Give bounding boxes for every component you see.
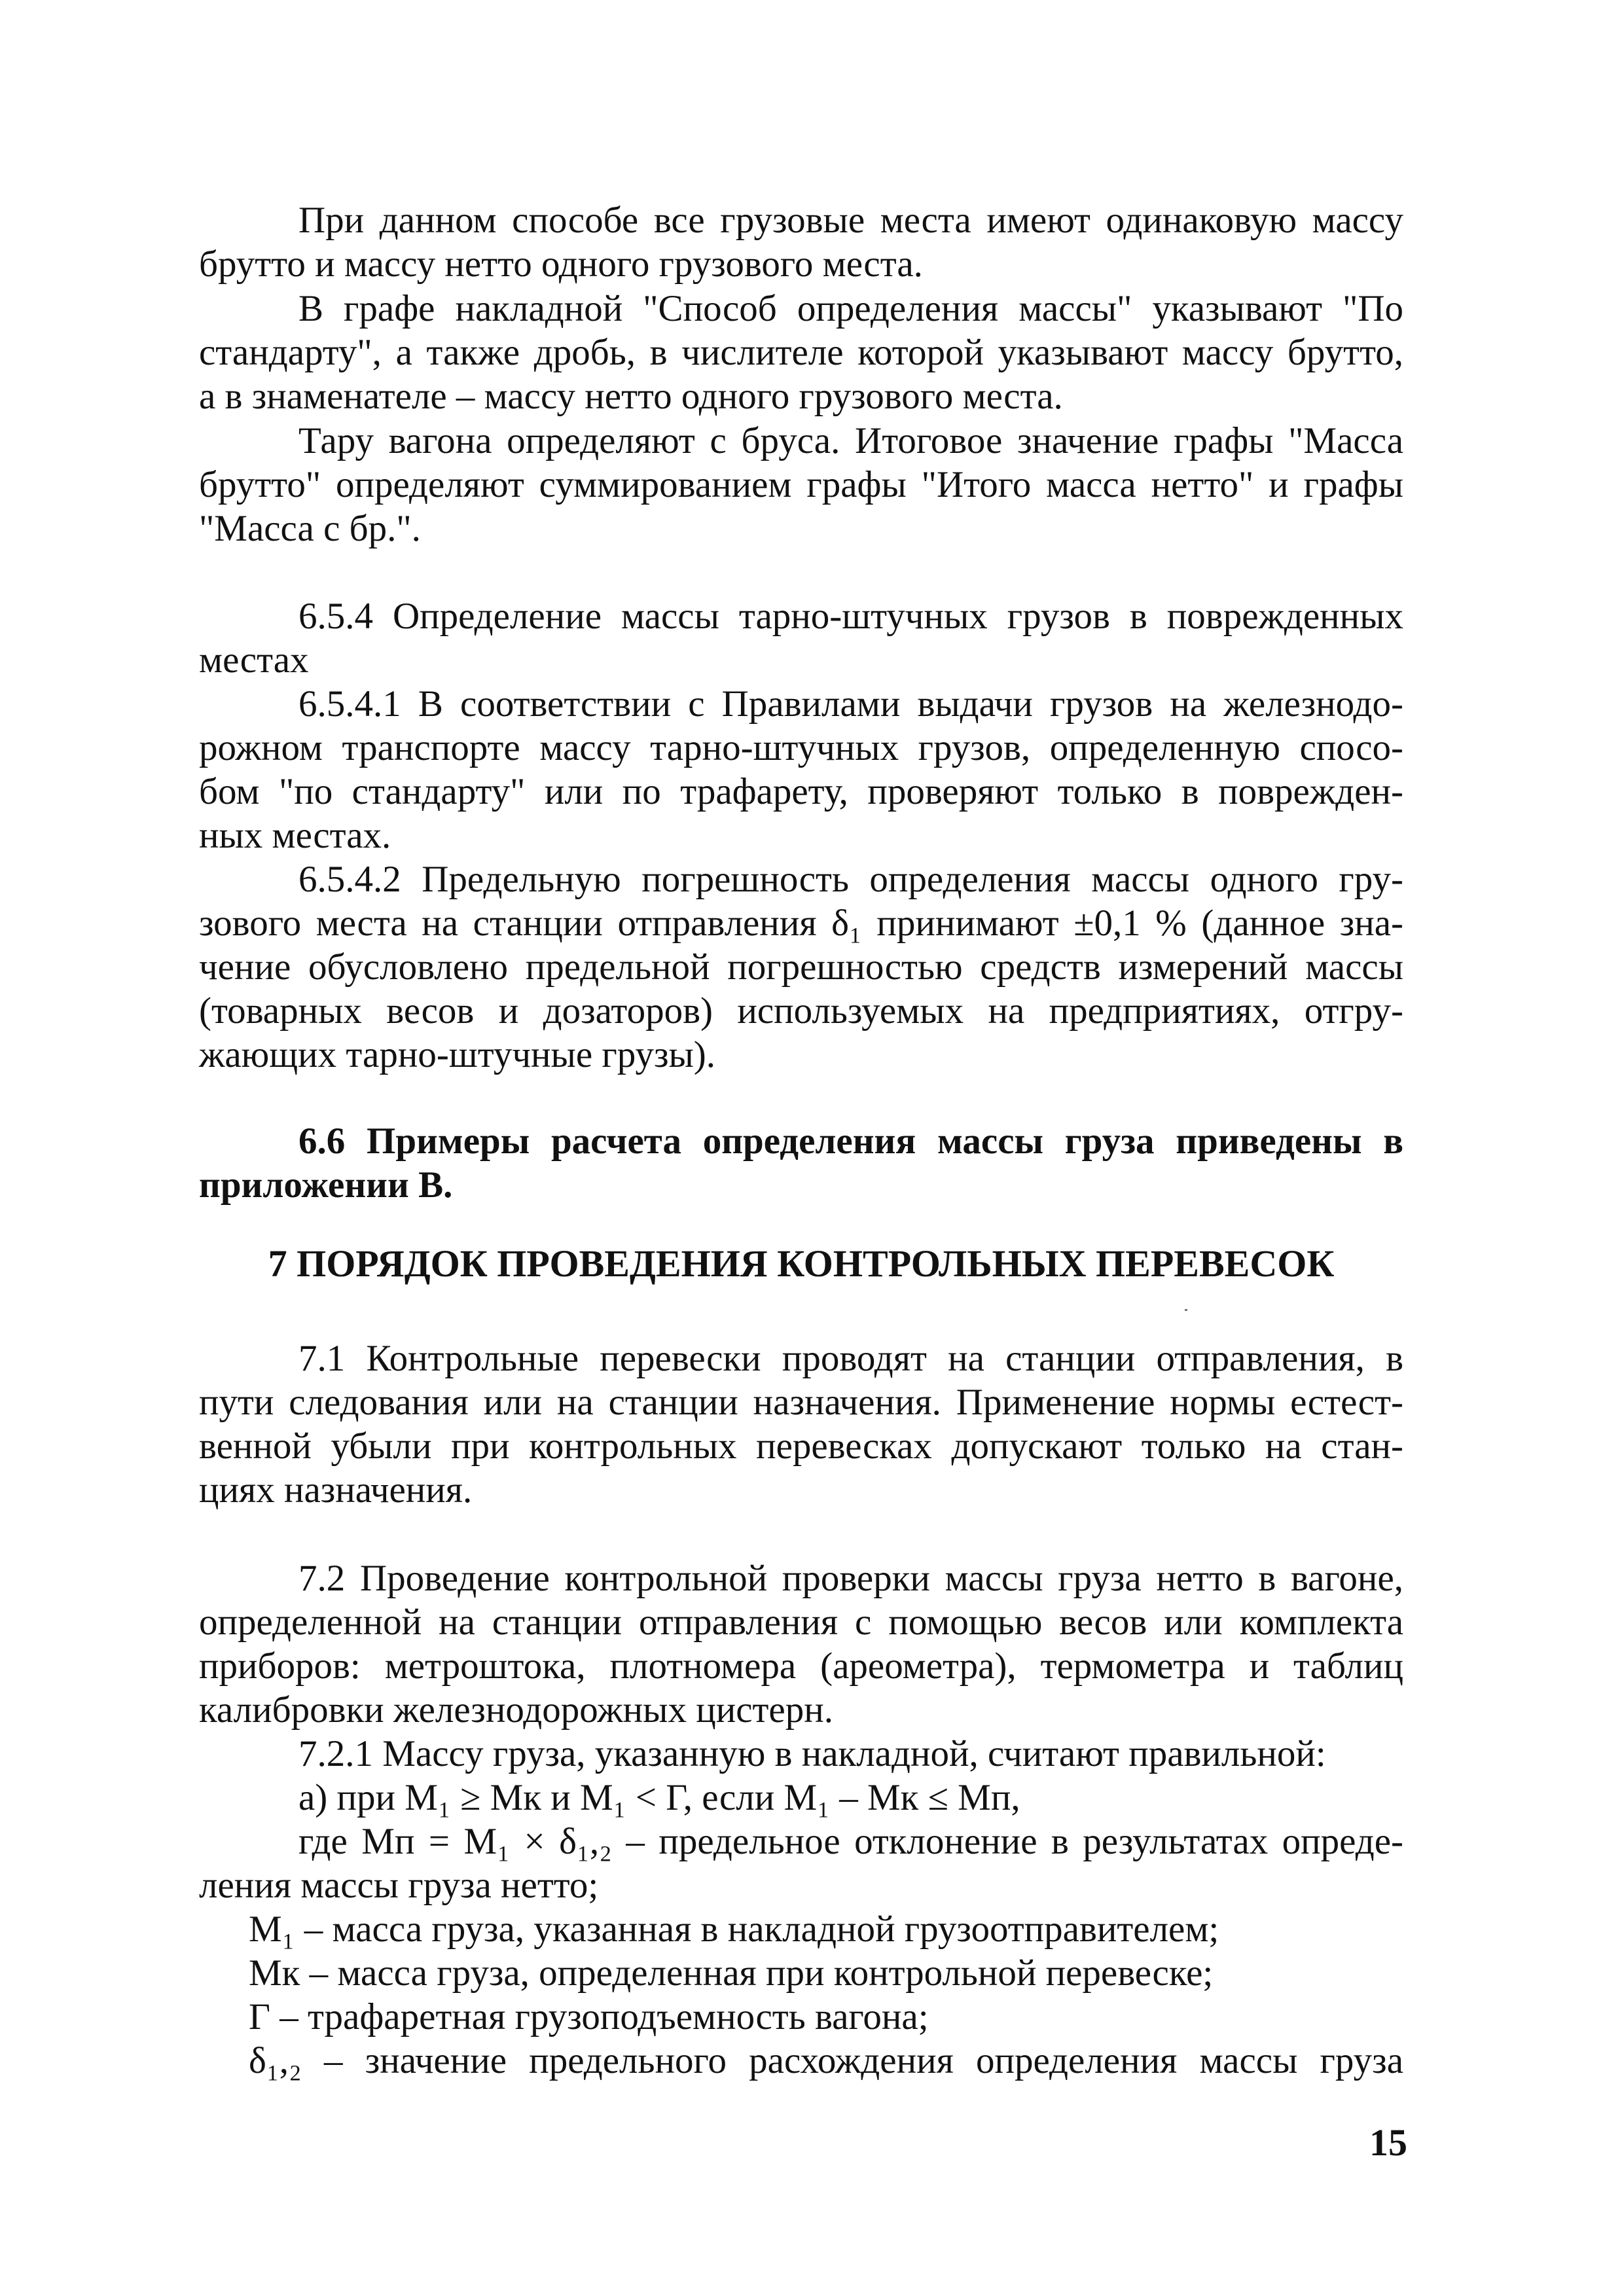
formula-line: а) при M₁ ≥ Mк и M₁ < Г, если M₁ – Mк ≤ Mп, [298, 1777, 1020, 1818]
paragraph-line: а в знаменателе – массу нетто одного грузового места. [199, 376, 1063, 417]
paragraph-line: "Масса с бр.". [199, 508, 421, 549]
paragraph-line: брутто и массу нетто одного грузового места. [199, 243, 923, 285]
clause-7-2-line: 7.2 Проведение контрольной проверки массы груза нетто в вагоне, [298, 1558, 1403, 1599]
clause-7-1-line: 7.1 Контрольные перевески проводят на станции отправления, в [298, 1338, 1403, 1379]
definition-line: δ₁,₂ – значение предельного расхождения определения массы груза [249, 2040, 1403, 2081]
page-number: 15 [1369, 2121, 1407, 2164]
formula-line: где Mп = M₁ × δ₁,₂ – предельное отклонение в результатах опреде- [298, 1821, 1403, 1862]
paragraph-line: В графе накладной "Способ определения массы" указывают "По [298, 288, 1403, 329]
section-7-heading: 7 ПОРЯДОК ПРОВЕДЕНИЯ КОНТРОЛЬНЫХ ПЕРЕВЕСОК [268, 1242, 1335, 1285]
clause-6-5-4-line: местах [199, 639, 309, 681]
definition-line: Mк – масса груза, определенная при контрольной перевеске; [249, 1952, 1214, 1994]
clause-6-5-4-1-line: 6.5.4.1 В соответствии с Правилами выдачи грузов на железнодо- [298, 683, 1403, 725]
clause-7-2-line: приборов: метроштока, плотномера (ареометра), термометра и таблиц [199, 1645, 1403, 1687]
paragraph-line: Тару вагона определяют с бруса. Итоговое значение графы "Масса [298, 420, 1403, 461]
clause-7-1-line: пути следования или на станции назначения. Применение нормы естест- [199, 1382, 1403, 1423]
formula-line: ления массы груза нетто; [199, 1865, 599, 1906]
clause-6-5-4-1-line: ных местах. [199, 815, 391, 856]
clause-6-5-4-2-line: чение обусловлено предельной погрешностью средств измерений массы [199, 946, 1403, 988]
clause-6-5-4-2-line: (товарных весов и дозаторов) используемых на предприятиях, отгру- [199, 990, 1403, 1031]
clause-6-5-4-1-line: рожном транспорте массу тарно-штучных грузов, определенную спосо- [199, 727, 1403, 768]
clause-7-2-line: калибровки железнодорожных цистерн. [199, 1689, 833, 1731]
definition-line: M₁ – масса груза, указанная в накладной грузоотправителем; [249, 1909, 1219, 1950]
paragraph-line: стандарту", а также дробь, в числителе которой указывают массу брутто, [199, 332, 1403, 373]
definition-line: Г – трафаретная грузоподъемность вагона; [249, 1996, 929, 2037]
clause-6-5-4-2-line: 6.5.4.2 Предельную погрешность определения массы одного гру- [298, 859, 1403, 900]
paragraph-line: брутто" определяют суммированием графы "Итого масса нетто" и графы [199, 464, 1403, 505]
clause-7-2-line: определенной на станции отправления с помощью весов или комплекта [199, 1602, 1403, 1643]
clause-7-1-line: венной убыли при контрольных перевесках допускают только на стан- [199, 1426, 1403, 1467]
clause-6-5-4-1-line: бом "по стандарту" или по трафарету, проверяют только в поврежден- [199, 771, 1403, 812]
scan-speck [1185, 1309, 1187, 1311]
clause-6-5-4-2-line: зового места на станции отправления δ₁ принимают ±0,1 % (данное зна- [199, 903, 1403, 944]
clause-7-2-1-line: 7.2.1 Массу груза, указанную в накладной, считают правильной: [298, 1733, 1326, 1774]
clause-6-6-line: приложении В. [199, 1164, 453, 1206]
paragraph-line: При данном способе все грузовые места имеют одинаковую массу [298, 200, 1403, 241]
clause-6-6-line: 6.6 Примеры расчета определения массы груза приведены в [298, 1121, 1403, 1162]
clause-7-1-line: циях назначения. [199, 1469, 473, 1511]
clause-6-5-4-2-line: жающих тарно-штучные грузы). [199, 1034, 716, 1075]
clause-6-5-4-line: 6.5.4 Определение массы тарно-штучных грузов в поврежденных [298, 596, 1403, 637]
